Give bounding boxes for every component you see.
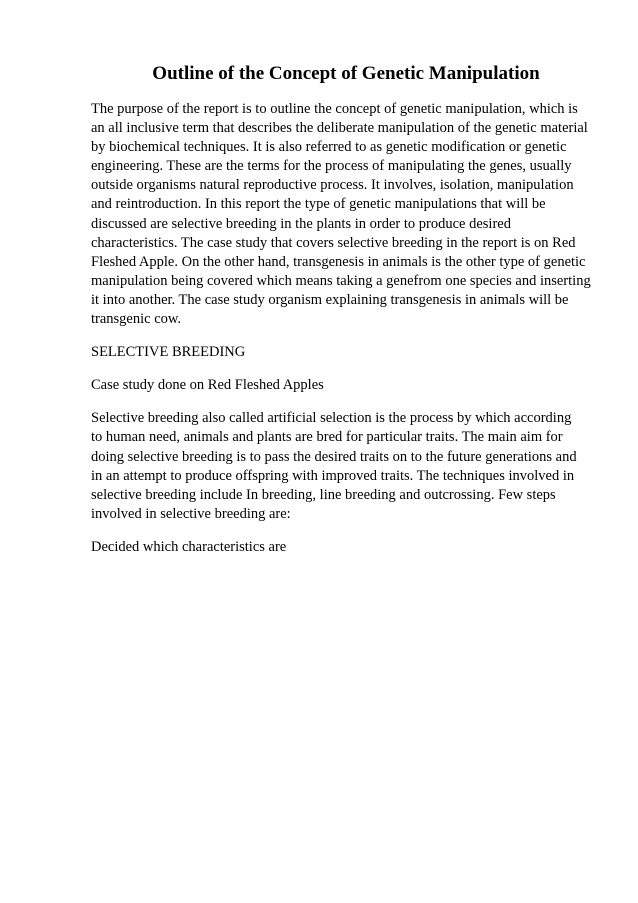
selective-line: selective breeding include In breeding, line breeding and outcrossing. Few steps — [91, 486, 556, 503]
section-heading: SELECTIVE BREEDING — [91, 344, 246, 361]
final-line-block — [91, 538, 601, 557]
intro-line: engineering. These are the terms for the process of manipulating the genes, usually — [91, 158, 572, 175]
intro-line: characteristics. The case study that covers selective breeding in the report is on Red — [91, 234, 576, 251]
document-title: Outline of the Concept of Genetic Manipulation — [152, 63, 540, 84]
intro-paragraph — [91, 100, 601, 329]
selective-breeding-paragraph — [91, 409, 601, 524]
selective-line: to human need, animals and plants are bred for particular traits. The main aim for — [91, 429, 563, 446]
case-study-label: Case study done on Red Fleshed Apples — [91, 377, 324, 394]
intro-line: it into another. The case study organism explaining transgenesis in animals will be — [91, 291, 569, 308]
section-heading-block — [91, 343, 601, 362]
final-line: Decided which characteristics are — [91, 538, 287, 555]
intro-line: discussed are selective breeding in the plants in order to produce desired — [91, 215, 511, 232]
selective-line: doing selective breeding is to pass the desired traits on to the future generations and — [91, 448, 577, 465]
intro-line: The purpose of the report is to outline the concept of genetic manipulation, which is — [91, 101, 578, 117]
selective-line: Selective breeding also called artificial selection is the process by which according — [91, 410, 572, 427]
intro-line: Fleshed Apple. On the other hand, transgenesis in animals is the other type of genetic — [91, 253, 586, 270]
selective-line: involved in selective breeding are: — [91, 505, 291, 522]
selective-line: in an attempt to produce offspring with improved traits. The techniques involved in — [91, 467, 575, 484]
intro-line: outside organisms natural reproductive process. It involves, isolation, manipulation — [91, 177, 574, 194]
intro-line: by biochemical techniques. It is also referred to as genetic modification or genetic — [91, 139, 567, 156]
intro-line: an all inclusive term that describes the deliberate manipulation of the genetic material — [91, 120, 588, 137]
intro-line: and reintroduction. In this report the type of genetic manipulations that will be — [91, 196, 546, 213]
intro-line: transgenic cow. — [91, 311, 182, 328]
case-study-block — [91, 376, 601, 395]
document-body — [91, 60, 601, 571]
intro-line: manipulation being covered which means taking a genefrom one species and inserting — [91, 272, 591, 289]
